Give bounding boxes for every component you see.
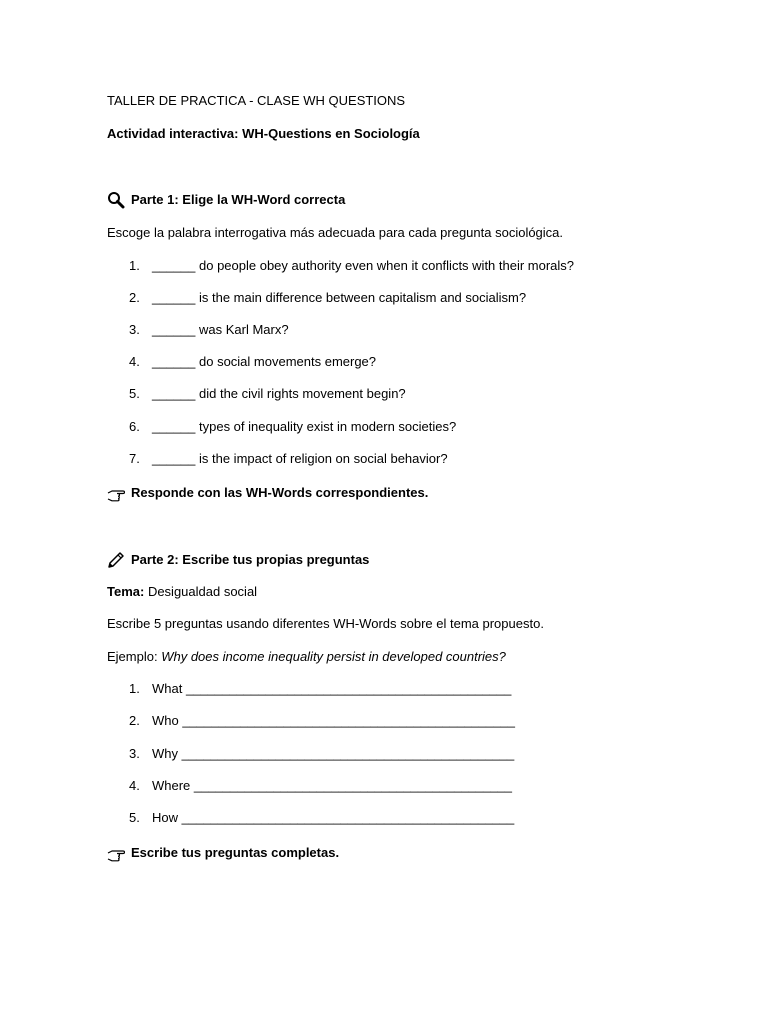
item-text: ______ types of inequality exist in modern societies? (152, 419, 457, 434)
list-item (129, 810, 514, 826)
item-text: ______ was Karl Marx? (152, 322, 289, 337)
part2-closing: Escribe tus preguntas completas. (131, 845, 340, 860)
item-text: ______ is the impact of religion on social behavior? (152, 451, 448, 466)
list-item (129, 290, 526, 306)
list-item (129, 778, 512, 794)
part1-instruction: Escoge la palabra interrogativa más adecuada para cada pregunta sociológica. (107, 225, 564, 240)
list-item (129, 258, 574, 274)
item-text: ______ do people obey authority even when it conflicts with their morals? (152, 258, 575, 273)
list-item (129, 681, 511, 697)
list-item (129, 451, 448, 467)
item-number: 1. (129, 681, 140, 696)
item-number: 7. (129, 451, 140, 466)
item-text: ______ did the civil rights movement begin? (152, 386, 406, 401)
part1-heading: Parte 1: Elige la WH-Word correcta (131, 192, 346, 207)
example-line (107, 649, 506, 665)
topic-line (107, 584, 257, 600)
example-text: Why does income inequality persist in developed countries? (161, 649, 506, 664)
magnifying-glass-icon (107, 191, 125, 209)
pointing-hand-icon (107, 845, 125, 863)
example-label: Ejemplo: (107, 649, 162, 664)
item-text: Why ______________________________________________ (152, 746, 515, 761)
item-number: 3. (129, 746, 140, 761)
item-text: Where ____________________________________________ (152, 778, 513, 793)
pointing-hand-icon (107, 485, 125, 503)
item-number: 3. (129, 322, 140, 337)
item-number: 5. (129, 810, 140, 825)
part2-instruction: Escribe 5 preguntas usando diferentes WH-Words sobre el tema propuesto. (107, 616, 544, 631)
item-number: 5. (129, 386, 140, 401)
list-item (129, 419, 456, 435)
part2-heading: Parte 2: Escribe tus propias preguntas (131, 552, 370, 567)
item-number: 6. (129, 419, 140, 434)
list-item (129, 322, 289, 338)
item-text: ______ is the main difference between capitalism and socialism? (152, 290, 527, 305)
item-number: 4. (129, 354, 140, 369)
list-item (129, 713, 515, 729)
item-number: 1. (129, 258, 140, 273)
activity-subtitle: Actividad interactiva: WH-Questions en Sociología (107, 126, 420, 141)
topic-value: Desigualdad social (144, 584, 258, 599)
list-item (129, 354, 376, 370)
item-text: How ______________________________________________ (152, 810, 515, 825)
item-number: 2. (129, 290, 140, 305)
item-text: What _____________________________________________ (152, 681, 512, 696)
item-text: ______ do social movements emerge? (152, 354, 377, 369)
list-item (129, 386, 406, 402)
item-number: 4. (129, 778, 140, 793)
item-number: 2. (129, 713, 140, 728)
item-text: Who ______________________________________________ (152, 713, 515, 728)
document-title: TALLER DE PRACTICA - CLASE WH QUESTIONS (107, 93, 406, 108)
list-item (129, 746, 514, 762)
topic-label: Tema: (107, 584, 145, 599)
part1-closing: Responde con las WH-Words correspondientes. (131, 485, 429, 500)
pencil-icon (107, 551, 125, 569)
